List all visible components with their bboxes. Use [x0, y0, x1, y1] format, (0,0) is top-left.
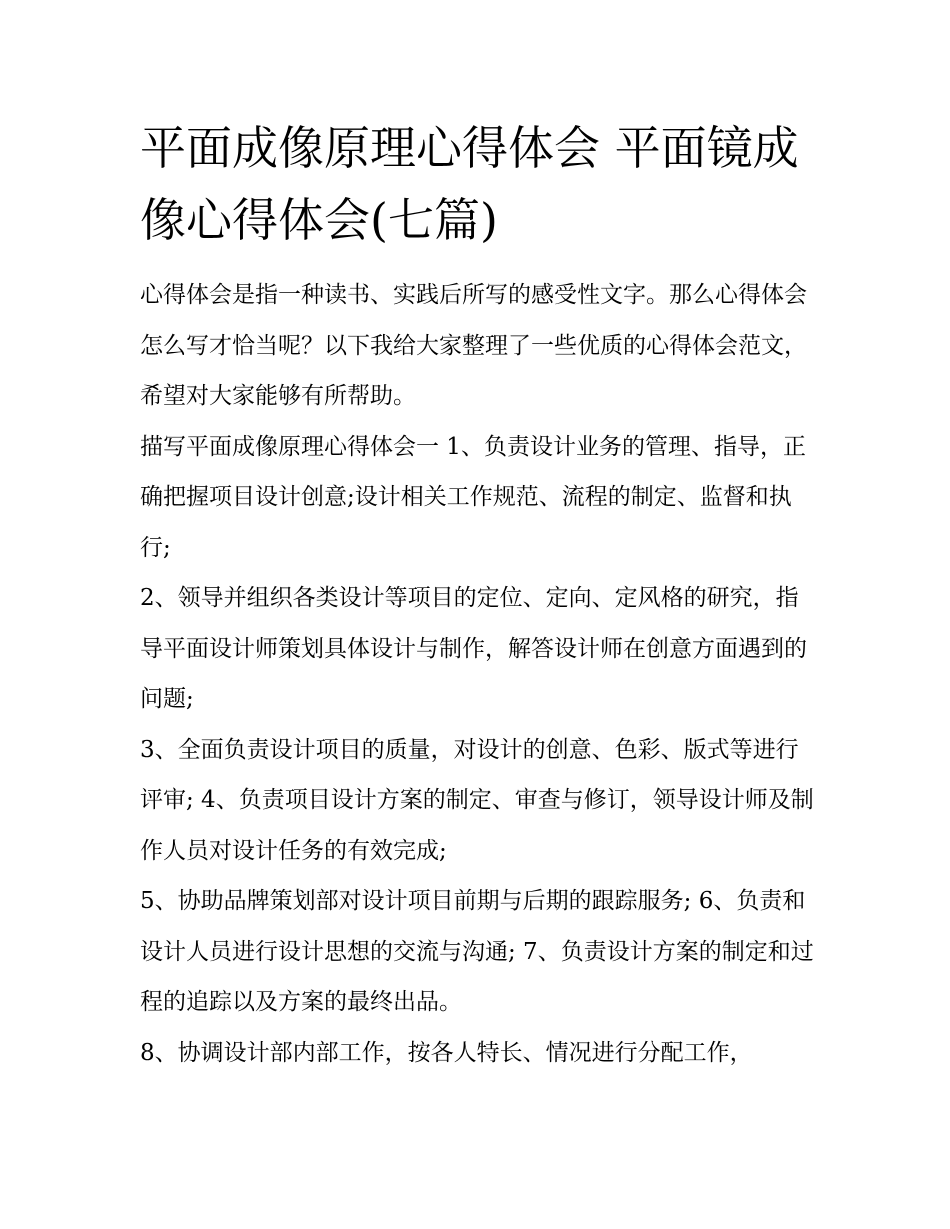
document-content [140, 112, 820, 1078]
paragraph-item-3-4: 3、全面负责设计项目的质量，对设计的创意、色彩、版式等进行评审; 4、负责项目设计方案的制定、审查与修订，领导设计师及制作人员对设计任务的有效完成; [140, 736, 814, 864]
paragraph-item-8: 8、协调设计部内部工作，按各人特长、情况进行分配工作， [140, 1039, 753, 1066]
document-title: 平面成像原理心得体会 平面镜成像心得体会(七篇) [140, 121, 799, 247]
paragraph-item-2: 2、领导并组织各类设计等项目的定位、定向、定风格的研究，指导平面设计师策划具体设计与制作，解答设计师在创意方面遇到的问题; [140, 585, 807, 712]
paragraph-item-5-7: 5、协助品牌策划部对设计项目前期与后期的跟踪服务; 6、负责和设计人员进行设计思想的交流与沟通; 7、负责设计方案的制定和过程的追踪以及方案的最终出品。 [140, 888, 814, 1015]
paragraph-intro: 心得体会是指一种读书、实践后所写的感受性文字。那么心得体会怎么写才恰当呢？以下我给大家整理了一些优质的心得体会范文，希望对大家能够有所帮助。 [140, 282, 807, 409]
paragraph-item-1: 描写平面成像原理心得体会一 1、负责设计业务的管理、指导，正确把握项目设计创意;设计相关工作规范、流程的制定、监督和执行; [140, 433, 806, 561]
